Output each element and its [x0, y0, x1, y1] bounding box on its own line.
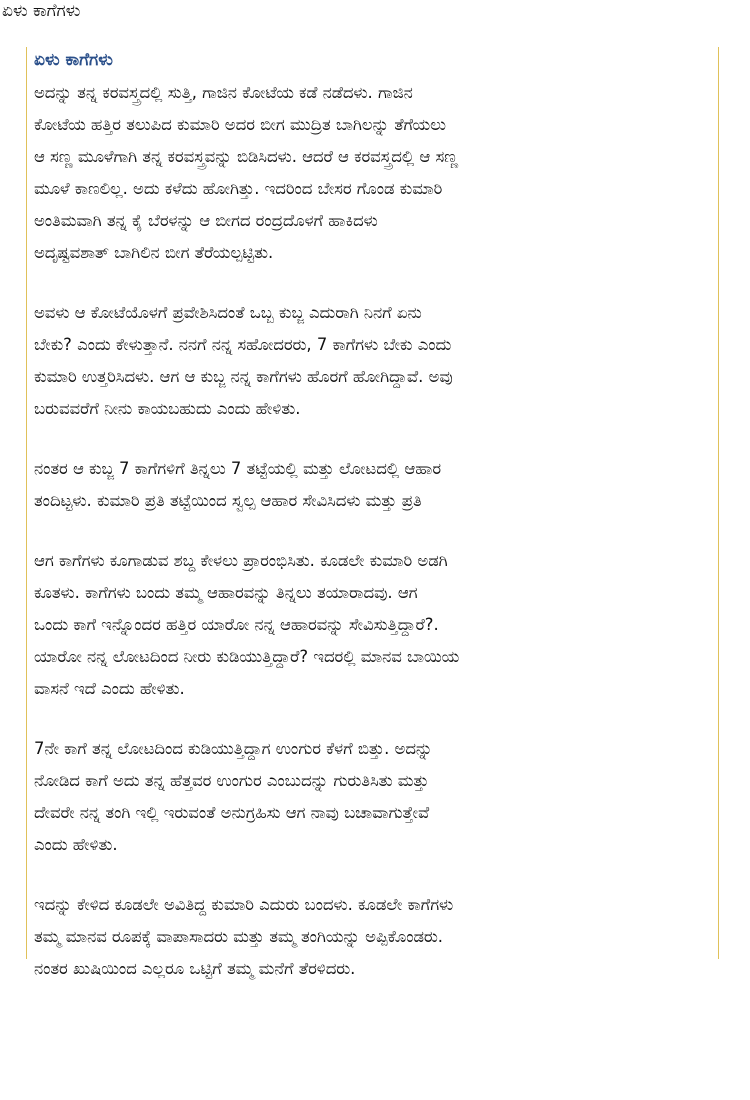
paragraph-gap — [34, 269, 718, 297]
text-line: ಆ ಸಣ್ಣ ಮೂಳೆಗಾಗಿ ತನ್ನ ಕರವಸ್ತ್ರವನ್ನು ಬಿಡಿಸಿದಳು. ಆದರೆ ಆ ಕರವಸ್ತ್ರದಲ್ಲಿ ಆ ಸಣ್ಣ — [34, 147, 459, 166]
paragraph-gap — [34, 517, 718, 545]
text-line: ತಮ್ಮ ಮಾನವ ರೂಪಕ್ಕೆ ವಾಪಾಸಾದರು ಮತ್ತು ತಮ್ಮ ತಂಗಿಯನ್ನು ಅಪ್ಪಿಕೊಂಡರು. — [34, 927, 444, 946]
text-line: ವಾಸನೆ ಇದೆ ಎಂದು ಹೇಳಿತು. — [34, 679, 185, 698]
paragraph-4 — [34, 545, 718, 705]
page-header-title: ಏಳು ಕಾಗೆಗಳು — [2, 1, 81, 21]
article-title: ಏಳು ಕಾಗೆಗಳು — [34, 50, 113, 70]
text-line: ಎಂದು ಹೇಳಿತು. — [34, 835, 118, 854]
text-line: ಅದೃಷ್ಟವಶಾತ್ ಬಾಗಿಲಿನ ಬೀಗ ತೆರೆಯಲ್ಪಟ್ಟಿತು. — [34, 243, 274, 262]
paragraph-1 — [34, 77, 718, 269]
text-line: ಕೋಟೆಯ ಹತ್ತಿರ ತಲುಪಿದ ಕುಮಾರಿ ಅದರ ಬೀಗ ಮುದ್ರಿತ ಬಾಗಿಲನ್ನು ತೆಗೆಯಲು — [34, 115, 446, 134]
text-line: ಅಂತಿಮವಾಗಿ ತನ್ನ ಕೈ ಬೆರಳನ್ನು ಆ ಬೀಗದ ರಂದ್ರದೊಳಗೆ ಹಾಕಿದಳು — [34, 211, 378, 230]
paragraph-6 — [34, 889, 718, 985]
text-line: ದೇವರೇ ನನ್ನ ತಂಗಿ ಇಲ್ಲಿ ಇರುವಂತೆ ಅನುಗ್ರಹಿಸು ಆಗ ನಾವು ಬಚಾವಾಗುತ್ತೇವೆ — [34, 803, 430, 822]
text-line: ಬೇಕು? ಎಂದು ಕೇಳುತ್ತಾನೆ. ನನಗೆ ನನ್ನ ಸಹೋದರರು, 7 ಕಾಗೆಗಳು ಬೇಕು ಎಂದು — [34, 335, 452, 354]
text-line: ಒಂದು ಕಾಗೆ ಇನ್ನೊಂದರ ಹತ್ತಿರ ಯಾರೋ ನನ್ನ ಆಹಾರವನ್ನು ಸೇವಿಸುತ್ತಿದ್ದಾರೆ?. — [34, 615, 439, 634]
paragraph-2 — [34, 297, 718, 425]
text-line: ಅದನ್ನು ತನ್ನ ಕರವಸ್ತ್ರದಲ್ಲಿ ಸುತ್ತಿ, ಗಾಜಿನ ಕೋಟೆಯ ಕಡೆ ನಡೆದಳು. ಗಾಜಿನ — [34, 83, 413, 102]
text-line: ಯಾರೋ ನನ್ನ ಲೋಟದಿಂದ ನೀರು ಕುಡಿಯುತ್ತಿದ್ದಾರೆ? ಇದರಲ್ಲಿ ಮಾನವ ಬಾಯಿಯ — [34, 647, 460, 666]
paragraph-5 — [34, 733, 718, 861]
article-panel — [26, 47, 719, 978]
paragraph-gap — [34, 425, 718, 453]
paragraph-gap — [34, 861, 718, 889]
paragraph-3 — [34, 453, 718, 517]
text-line: ಆಗ ಕಾಗೆಗಳು ಕೂಗಾಡುವ ಶಬ್ದ ಕೇಳಲು ಪ್ರಾರಂಭಿಸಿತು. ಕೂಡಲೇ ಕುಮಾರಿ ಅಡಗಿ — [34, 551, 448, 570]
text-line: ಕೂತಳು. ಕಾಗೆಗಳು ಬಂದು ತಮ್ಮ ಆಹಾರವನ್ನು ತಿನ್ನಲು ತಯಾರಾದವು. ಆಗ — [34, 583, 418, 602]
text-line: ಅವಳು ಆ ಕೋಟೆಯೊಳಗೆ ಪ್ರವೇಶಿಸಿದಂತೆ ಒಬ್ಬ ಕುಬ್ಜ ಎದುರಾಗಿ ನಿನಗೆ ಏನು — [34, 303, 422, 322]
text-line: ಬರುವವರೆಗೆ ನೀನು ಕಾಯಬಹುದು ಎಂದು ಹೇಳಿತು. — [34, 399, 301, 418]
text-line: ತಂದಿಟ್ಟಳು. ಕುಮಾರಿ ಪ್ರತಿ ತಟ್ಟೆಯಿಂದ ಸ್ವಲ್ಪ ಆಹಾರ ಸೇವಿಸಿದಳು ಮತ್ತು ಪ್ರತಿ — [34, 491, 422, 510]
text-line: ಮೂಳೆ ಕಾಣಲಿಲ್ಲ. ಅದು ಕಳೆದು ಹೋಗಿತ್ತು. ಇದರಿಂದ ಬೇಸರ ಗೊಂಡ ಕುಮಾರಿ — [34, 179, 443, 198]
text-line: 7ನೇ ಕಾಗೆ ತನ್ನ ಲೋಟದಿಂದ ಕುಡಿಯುತ್ತಿದ್ದಾಗ ಉಂಗುರ ಕೆಳಗೆ ಬಿತ್ತು. ಅದನ್ನು — [34, 739, 433, 758]
paragraph-gap — [34, 705, 718, 733]
text-line: ನಂತರ ಆ ಕುಬ್ಜ 7 ಕಾಗೆಗಳಿಗೆ ತಿನ್ನಲು 7 ತಟ್ಟೆಯಲ್ಲಿ ಮತ್ತು ಲೋಟದಲ್ಲಿ ಆಹಾರ — [34, 459, 442, 478]
text-line: ನೋಡಿದ ಕಾಗೆ ಅದು ತನ್ನ ಹೆತ್ತವರ ಉಂಗುರ ಎಂಬುದನ್ನು ಗುರುತಿಸಿತು ಮತ್ತು — [34, 771, 429, 790]
text-line: ನಂತರ ಖುಷಿಯಿಂದ ಎಲ್ಲರೂ ಒಟ್ಟಿಗೆ ತಮ್ಮ ಮನೆಗೆ ತೆರಳಿದರು. — [34, 959, 356, 978]
text-line: ಕುಮಾರಿ ಉತ್ತರಿಸಿದಳು. ಆಗ ಆ ಕುಬ್ಜ ನನ್ನ ಕಾಗೆಗಳು ಹೊರಗೆ ಹೋಗಿದ್ದಾವೆ. ಅವು — [34, 367, 453, 386]
text-line: ಇದನ್ನು ಕೇಳಿದ ಕೂಡಲೇ ಅವಿತಿದ್ದ ಕುಮಾರಿ ಎದುರು ಬಂದಳು. ಕೂಡಲೇ ಕಾಗೆಗಳು — [34, 895, 454, 914]
